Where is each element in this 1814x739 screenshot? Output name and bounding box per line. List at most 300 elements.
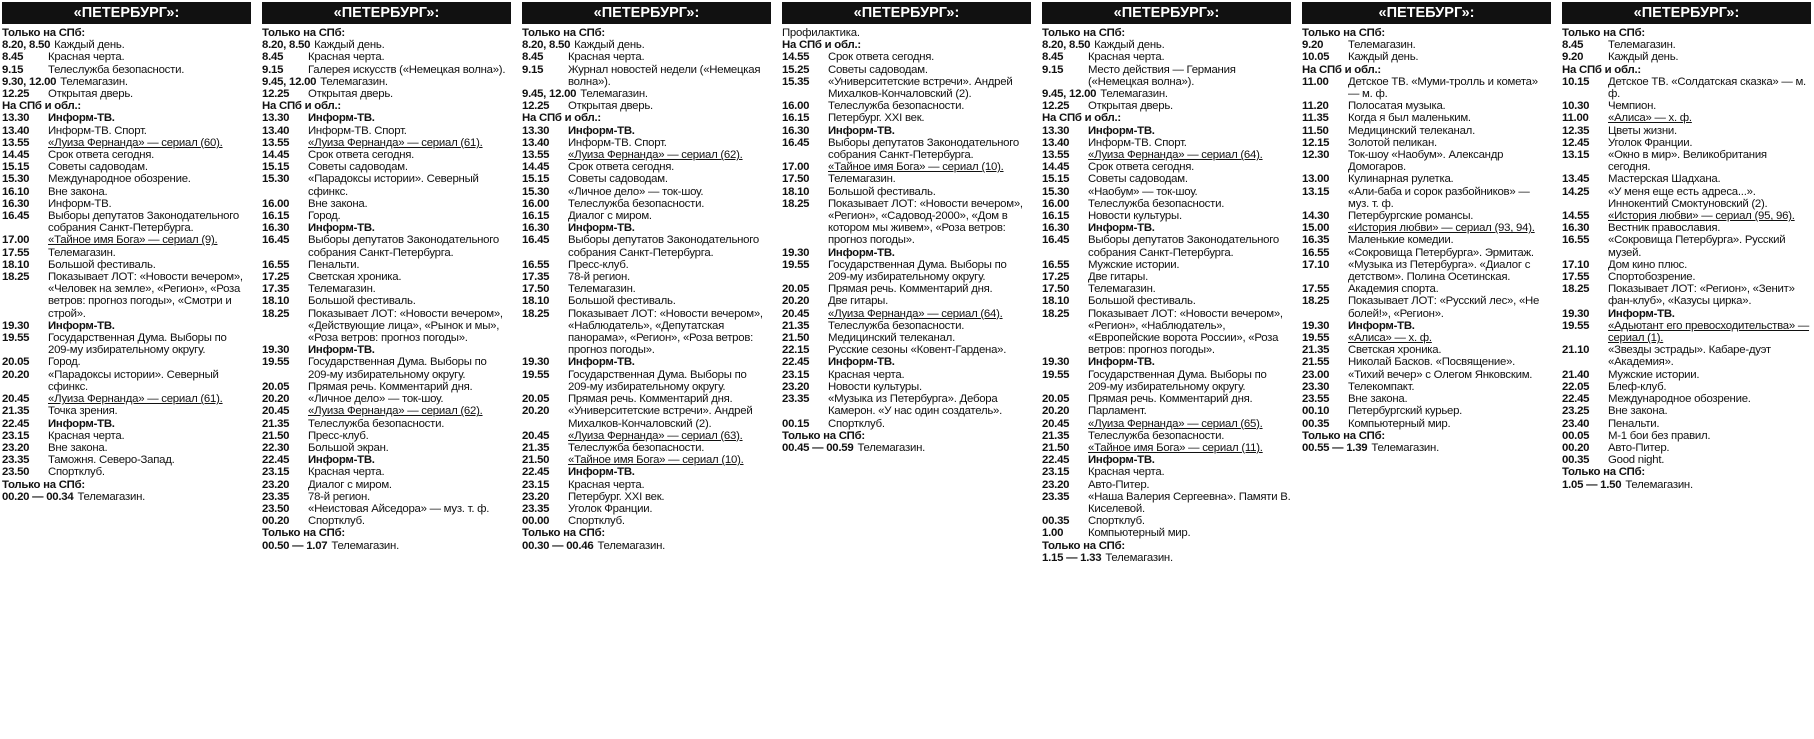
schedule-entry xyxy=(262,442,511,454)
entry-program: Спортклуб. xyxy=(568,515,625,528)
schedule-entry xyxy=(1302,393,1551,405)
entry-time: 9.15 xyxy=(262,63,284,76)
schedule-entry xyxy=(522,271,771,283)
entry-time: 13.40 xyxy=(2,124,30,137)
schedule-entry xyxy=(2,320,251,332)
schedule-entry xyxy=(1042,64,1291,88)
entry-program: «Алиса» — х. ф. xyxy=(1348,332,1432,345)
entry-time: 9.15 xyxy=(2,63,24,76)
entry-program: Срок ответа сегодня. xyxy=(1088,161,1195,174)
entry-time: 21.35 xyxy=(262,417,290,430)
entry-program: Вестник православия. xyxy=(1608,222,1721,235)
schedule-entry xyxy=(782,356,1031,368)
entry-time: 14.45 xyxy=(262,149,290,162)
entry-time: 16.00 xyxy=(1042,197,1070,210)
entry-time: 19.55 xyxy=(522,368,550,381)
entry-program: Телекомпакт. xyxy=(1348,380,1415,393)
schedule-entry xyxy=(1562,430,1811,442)
entry-program: Цветы жизни. xyxy=(1608,124,1677,137)
schedule-entry xyxy=(1042,149,1291,161)
schedule-entry xyxy=(2,491,251,503)
schedule-entry xyxy=(2,137,251,149)
schedule-entry xyxy=(782,320,1031,332)
schedule-entry xyxy=(522,137,771,149)
entry-program: Советы садоводам. xyxy=(308,161,408,174)
entry-program: Красная черта. xyxy=(308,466,385,479)
section-heading: Только на СПб: xyxy=(782,429,865,442)
entry-program: Государственная Дума. Выборы по 209-му избирательному округу. xyxy=(828,258,1007,284)
entry-program: Телемагазин. xyxy=(597,539,666,552)
schedule-entry xyxy=(782,100,1031,112)
entry-program: Светская хроника. xyxy=(1348,344,1442,357)
schedule-entry xyxy=(522,173,771,185)
entry-program: Информ-ТВ. Спорт. xyxy=(1088,136,1187,149)
entry-time: 16.15 xyxy=(522,210,550,223)
schedule-entry xyxy=(1042,454,1291,466)
entry-time: 00.35 xyxy=(1562,454,1590,467)
entry-time: 20.20 xyxy=(2,368,30,381)
entry-program: «Алиса» — х. ф. xyxy=(1608,112,1692,125)
schedule-entry xyxy=(522,161,771,173)
schedule-entry xyxy=(522,125,771,137)
entry-program: Информ-ТВ. xyxy=(828,356,895,369)
entry-time: 12.45 xyxy=(1562,136,1590,149)
entry-time: 13.40 xyxy=(1042,136,1070,149)
entry-program: Показывает ЛОТ: «Новости вечером», «Регион», «Садовод-2000», «Дом в котором мы живем», «Роза ветров: прогноз погоды». xyxy=(828,197,1023,247)
schedule-entry xyxy=(782,125,1031,137)
schedule-entry xyxy=(262,283,511,295)
entry-time: 15.30 xyxy=(1042,185,1070,198)
entry-time: 23.20 xyxy=(262,478,290,491)
entry-program: Авто-Питер. xyxy=(1608,441,1670,454)
entry-time: 16.55 xyxy=(1562,234,1590,247)
entry-program: Вне закона. xyxy=(48,441,108,454)
entry-time: 18.10 xyxy=(2,258,30,271)
entry-time: 17.25 xyxy=(262,271,290,284)
schedule-entry xyxy=(782,369,1031,381)
entry-time: 20.20 xyxy=(1042,405,1070,418)
entry-program: «История любви» — сериал (93, 94). xyxy=(1348,222,1535,235)
schedule-entry xyxy=(1302,283,1551,295)
entry-program: «Окно в мир». Великобритания сегодня. xyxy=(1608,149,1767,174)
schedule-entry xyxy=(782,295,1031,307)
entry-time: 23.30 xyxy=(1302,380,1330,393)
entry-program: Каждый день. xyxy=(574,39,645,52)
entry-time: 22.45 xyxy=(522,466,550,479)
schedule-entry xyxy=(262,454,511,466)
entry-program: «Луиза Фернанда» — сериал (65). xyxy=(1088,417,1263,430)
entry-program: Телемагазин. xyxy=(580,88,648,101)
entry-time: 12.25 xyxy=(2,88,30,101)
entry-time: 22.15 xyxy=(782,344,810,357)
entry-program: «Сокровища Петербурга». Русский музей. xyxy=(1608,234,1786,259)
entry-program: Телемагазин. xyxy=(1348,39,1416,52)
schedule-entry xyxy=(1562,222,1811,234)
section-heading: Только на СПб: xyxy=(522,27,605,39)
entry-program: Прямая речь. Комментарий дня. xyxy=(568,393,733,406)
entry-program: Информ-ТВ. xyxy=(1608,307,1675,320)
entry-time: 9.45, 12.00 xyxy=(522,88,577,101)
schedule-entry xyxy=(522,466,771,478)
schedule-entry xyxy=(2,247,251,259)
entry-time: 13.40 xyxy=(522,136,550,149)
entry-time: 14.45 xyxy=(2,149,30,162)
entry-time: 16.55 xyxy=(522,258,550,271)
schedule-entry xyxy=(262,222,511,234)
schedule-entry xyxy=(1042,369,1291,393)
entry-program: Петербург. XXI век. xyxy=(828,112,925,125)
schedule-entry xyxy=(262,210,511,222)
schedule-entry xyxy=(2,173,251,185)
entry-time: 00.20 xyxy=(262,515,290,528)
schedule-entry xyxy=(782,186,1031,198)
entry-program: «Луиза Фернанда» — сериал (60). xyxy=(48,136,223,149)
entry-time: 21.40 xyxy=(1562,368,1590,381)
entry-program: «Парадоксы истории». Северный сфинкс. xyxy=(308,173,479,198)
entry-time: 10.30 xyxy=(1562,100,1590,113)
entry-time: 18.10 xyxy=(262,295,290,308)
schedule-entry xyxy=(1042,210,1291,222)
schedule-entry xyxy=(522,64,771,88)
entry-program: М-1 бои без правил. xyxy=(1608,429,1711,442)
entry-time: 13.40 xyxy=(262,124,290,137)
entry-time: 17.55 xyxy=(2,246,30,259)
schedule-entry xyxy=(1042,39,1291,51)
entry-time: 9.20 xyxy=(1562,51,1584,64)
schedule-entry xyxy=(1302,295,1551,319)
section-heading: Только на СПб: xyxy=(262,27,345,39)
section-heading: Только на СПб: xyxy=(1302,429,1385,442)
schedule-entry xyxy=(262,466,511,478)
entry-time: 1.15 — 1.33 xyxy=(1042,551,1102,564)
entry-program: Телеслужба безопасности. xyxy=(48,63,185,76)
entry-program: Медицинский телеканал. xyxy=(828,332,955,345)
entry-program: Информ-ТВ. Спорт. xyxy=(308,124,407,137)
entry-time: 17.55 xyxy=(1302,283,1330,296)
entry-program: Информ-ТВ. Спорт. xyxy=(568,136,667,149)
entry-time: 19.55 xyxy=(2,332,30,345)
entry-time: 16.15 xyxy=(1042,210,1070,223)
entry-program: Открытая дверь. xyxy=(568,100,653,113)
entry-program: Показывает ЛОТ: «Регион», «Зенит» фан-клуб», «Казусы цирка». xyxy=(1608,283,1795,308)
entry-program: Красная черта. xyxy=(828,368,905,381)
entry-program: Академия спорта. xyxy=(1348,283,1439,296)
entry-program: Показывает ЛОТ: «Новости вечером», «Наблюдатель», «Депутатская панорама», «Регион», «Роза ветров: прогноз погоды». xyxy=(568,307,763,357)
entry-program: «Луиза Фернанда» — сериал (64). xyxy=(1088,149,1263,162)
entry-program: Красная черта. xyxy=(1088,51,1165,64)
schedule-entry xyxy=(2,112,251,124)
section-heading: На СПб и обл.: xyxy=(262,100,341,113)
entry-time: 17.25 xyxy=(1042,271,1070,284)
entry-program: Петербургские романсы. xyxy=(1348,210,1474,223)
entry-time: 16.00 xyxy=(782,100,810,113)
entry-program: Большой фестиваль. xyxy=(568,295,676,308)
entry-time: 00.05 xyxy=(1562,429,1590,442)
entry-program: Вне закона. xyxy=(48,185,108,198)
entry-program: Компьютерный мир. xyxy=(1348,417,1451,430)
entry-time: 21.35 xyxy=(1302,344,1330,357)
schedule-entry xyxy=(262,39,511,51)
schedule-entry xyxy=(1562,173,1811,185)
entry-time: 15.30 xyxy=(2,173,30,186)
entry-time: 20.45 xyxy=(782,307,810,320)
entry-time: 18.25 xyxy=(782,197,810,210)
entry-program: Показывает ЛОТ: «Русский лес», «Не болей!», «Регион». xyxy=(1348,295,1540,320)
schedule-entry xyxy=(1302,186,1551,210)
entry-program: Мастерская Шадхана. xyxy=(1608,173,1721,186)
schedule-entry xyxy=(522,295,771,307)
entry-program: «Тайное имя Бога» — сериал (11). xyxy=(1088,441,1263,454)
entry-time: 9.15 xyxy=(1042,63,1064,76)
entry-program: Большой фестиваль. xyxy=(308,295,416,308)
entry-program: Уголок Франции. xyxy=(1608,136,1693,149)
entry-program: Чемпион. xyxy=(1608,100,1657,113)
schedule-entry xyxy=(782,198,1031,247)
schedule-entry xyxy=(1562,149,1811,173)
entry-time: 00.30 — 00.46 xyxy=(522,539,594,552)
schedule-entry xyxy=(1562,271,1811,283)
entry-time: 19.55 xyxy=(1042,368,1070,381)
entry-time: 16.35 xyxy=(1302,234,1330,247)
schedule-entry xyxy=(522,198,771,210)
entry-time: 23.20 xyxy=(1042,478,1070,491)
entry-time: 20.20 xyxy=(262,393,290,406)
schedule-entry xyxy=(2,161,251,173)
schedule-entry xyxy=(262,295,511,307)
entry-time: 23.15 xyxy=(2,429,30,442)
entry-time: 15.30 xyxy=(262,173,290,186)
entry-program: Международное обозрение. xyxy=(1608,393,1751,406)
entry-time: 23.20 xyxy=(522,490,550,503)
entry-time: 11.50 xyxy=(1302,124,1329,137)
entry-time: 11.20 xyxy=(1302,100,1329,113)
schedule-entry xyxy=(1562,259,1811,271)
entry-program: Выборы депутатов Законодательного собрания Санкт-Петербурга. xyxy=(308,234,499,259)
entry-program: Петербургский курьер. xyxy=(1348,405,1463,418)
schedule-column-2 xyxy=(262,2,511,552)
entry-program: Пресс-клуб. xyxy=(308,429,369,442)
channel-header: «ПЕТЕРБУРГ»: xyxy=(262,2,511,24)
entry-program: «Музыка из Петербурга». Дебора Камерон. «У нас один создатель». xyxy=(828,393,1003,418)
schedule-column-5 xyxy=(1042,2,1291,564)
schedule-entry xyxy=(1562,479,1811,491)
schedule-entry xyxy=(262,393,511,405)
schedule-entry xyxy=(1042,405,1291,417)
entry-time: 18.25 xyxy=(1042,307,1070,320)
schedule-entry xyxy=(2,356,251,368)
schedule-entry xyxy=(2,198,251,210)
schedule-entry xyxy=(1042,137,1291,149)
entry-time: 21.50 xyxy=(522,454,550,467)
entry-time: 20.05 xyxy=(2,356,30,369)
entry-program: Красная черта. xyxy=(568,51,645,64)
entry-program: Информ-ТВ. xyxy=(568,124,635,137)
schedule-entry xyxy=(1562,210,1811,222)
schedule-entry xyxy=(1302,210,1551,222)
schedule-entry xyxy=(1562,393,1811,405)
schedule-entry xyxy=(1042,295,1291,307)
entry-program: Информ-ТВ. xyxy=(308,454,375,467)
entry-time: 9.30, 12.00 xyxy=(2,75,57,88)
entry-time: 18.10 xyxy=(782,185,810,198)
section-heading: Только на СПб: xyxy=(1302,27,1385,39)
schedule-entry xyxy=(782,76,1031,100)
schedule-entry xyxy=(2,39,251,51)
entry-program: Информ-ТВ. xyxy=(48,319,115,332)
schedule-entry xyxy=(782,283,1031,295)
entry-time: 17.35 xyxy=(522,271,550,284)
schedule-entry xyxy=(1302,320,1551,332)
schedule-entry xyxy=(1562,283,1811,307)
section-heading: Только на СПб: xyxy=(2,478,85,491)
entry-time: 23.15 xyxy=(522,478,550,491)
entry-program: Телемагазин. xyxy=(77,490,146,503)
entry-program: Показывает ЛОТ: «Новости вечером», «Человек на земле», «Регион», «Роза ветров: прогноз погоды», «Смотри и строй». xyxy=(48,271,243,320)
entry-program: Телеслужба безопасности. xyxy=(568,197,705,210)
schedule-entry xyxy=(2,210,251,234)
entry-time: 00.00 xyxy=(522,515,550,528)
schedule-entry xyxy=(1562,39,1811,51)
channel-header: «ПЕТЕРБУРГ»: xyxy=(782,2,1031,24)
schedule-entry xyxy=(262,430,511,442)
schedule-entry xyxy=(262,308,511,345)
schedule-entry xyxy=(522,393,771,405)
entry-program: Авто-Питер. xyxy=(1088,478,1150,491)
schedule-entry xyxy=(522,210,771,222)
entry-program: Прямая речь. Комментарий дня. xyxy=(308,380,473,393)
schedule-entry xyxy=(522,454,771,466)
entry-program: Петербург. XXI век. xyxy=(568,490,665,503)
entry-program: Маленькие комедии. xyxy=(1348,234,1454,247)
schedule-entry xyxy=(782,161,1031,173)
entry-program: Большой фестиваль. xyxy=(828,185,936,198)
entry-time: 8.20, 8.50 xyxy=(1042,39,1091,52)
entry-program: Вне закона. xyxy=(308,197,368,210)
schedule-entry xyxy=(2,88,251,100)
schedule-entry xyxy=(782,247,1031,259)
schedule-entry xyxy=(262,344,511,356)
schedule-entry xyxy=(522,479,771,491)
entry-program: Государственная Дума. Выборы по 209-му избирательному округу. xyxy=(568,368,747,393)
entry-program: Информ-ТВ. xyxy=(48,417,115,430)
entry-program: Пенальти. xyxy=(1608,417,1660,430)
entry-program: «Наобум» — ток-шоу. xyxy=(1088,185,1198,198)
schedule-entry xyxy=(1562,418,1811,430)
entry-time: 20.05 xyxy=(782,283,810,296)
schedule-entry xyxy=(1042,393,1291,405)
schedule-entry xyxy=(262,76,511,88)
entry-time: 17.50 xyxy=(1042,283,1070,296)
entry-time: 16.00 xyxy=(262,197,290,210)
entry-time: 23.50 xyxy=(2,466,30,479)
entry-time: 12.25 xyxy=(262,88,290,101)
entry-time: 17.10 xyxy=(1302,258,1330,271)
entry-program: Диалог с миром. xyxy=(568,210,652,223)
entry-time: 16.30 xyxy=(1042,222,1070,235)
channel-header: «ПЕТЕРБУРГ»: xyxy=(2,2,251,24)
entry-program: «Сокровища Петербурга». Эрмитаж. xyxy=(1348,246,1534,259)
entry-program: Показывает ЛОТ: «Новости вечером», «Действующие лица», «Рынок и мы», «Роза ветров: прогноз погоды». xyxy=(308,307,503,345)
schedule-entry xyxy=(522,442,771,454)
entry-time: 20.05 xyxy=(1042,393,1070,406)
entry-program: Информ-ТВ. xyxy=(568,356,635,369)
entry-time: 14.55 xyxy=(1562,210,1590,223)
entry-program: Город. xyxy=(308,210,341,223)
entry-time: 18.25 xyxy=(262,307,290,320)
entry-time: 19.30 xyxy=(2,319,30,332)
schedule-entry xyxy=(522,234,771,258)
schedule-entry xyxy=(2,466,251,478)
entry-time: 21.35 xyxy=(1042,429,1070,442)
entry-program: Когда я был маленьким. xyxy=(1348,112,1471,125)
schedule-entry xyxy=(262,112,511,124)
entry-time: 20.20 xyxy=(522,405,550,418)
entry-program: «История любви» — сериал (95, 96). xyxy=(1608,210,1795,223)
entry-time: 9.20 xyxy=(1302,39,1324,52)
entry-program: Срок ответа сегодня. xyxy=(828,51,935,64)
entry-time: 13.30 xyxy=(1042,124,1070,137)
entry-time: 15.15 xyxy=(262,161,290,174)
schedule-entry xyxy=(1042,88,1291,100)
entry-time: 9.45, 12.00 xyxy=(1042,88,1097,101)
entry-time: 23.00 xyxy=(1302,368,1330,381)
section-heading: На СПб и обл.: xyxy=(522,112,601,125)
schedule-entry xyxy=(1042,100,1291,112)
entry-program: «Тихий вечер» с Олегом Янковским. xyxy=(1348,368,1533,381)
entry-program: Спортклуб. xyxy=(48,466,105,479)
entry-time: 13.30 xyxy=(262,112,290,125)
schedule-entry xyxy=(1562,381,1811,393)
entry-time: 8.20, 8.50 xyxy=(262,39,311,52)
entry-program: Новости культуры. xyxy=(828,380,922,393)
entry-program: Информ-ТВ. xyxy=(308,344,375,357)
schedule-entry xyxy=(262,381,511,393)
entry-time: 13.55 xyxy=(522,149,550,162)
entry-time: 8.45 xyxy=(2,51,24,64)
entry-program: Полосатая музыка. xyxy=(1348,100,1446,113)
schedule-entry xyxy=(1562,454,1811,466)
schedule-entry xyxy=(1562,442,1811,454)
schedule-entry xyxy=(2,405,251,417)
schedule-entry xyxy=(782,259,1031,283)
entry-time: 23.20 xyxy=(782,380,810,393)
entry-time: 16.00 xyxy=(522,197,550,210)
entry-program: Ток-шоу «Наобум». Александр Домогаров. xyxy=(1348,149,1504,174)
entry-time: 19.55 xyxy=(262,356,290,369)
entry-program: Каждый день. xyxy=(1608,51,1679,64)
schedule-entry xyxy=(782,418,1031,430)
entry-time: 00.55 — 1.39 xyxy=(1302,441,1368,454)
entry-program: Информ-ТВ. xyxy=(1088,356,1155,369)
entry-program: «Луиза Фернанда» — сериал (64). xyxy=(828,307,1003,320)
entry-program: Большой фестиваль. xyxy=(48,258,156,271)
entry-program: Красная черта. xyxy=(308,51,385,64)
schedule-entry xyxy=(2,418,251,430)
schedule-entry xyxy=(262,149,511,161)
entry-program: Прямая речь. Комментарий дня. xyxy=(1088,393,1253,406)
schedule-entry xyxy=(2,332,251,356)
schedule-entry xyxy=(522,186,771,198)
entry-program: Информ-ТВ. xyxy=(828,246,895,259)
entry-time: 13.30 xyxy=(522,124,550,137)
entry-program: Вне закона. xyxy=(1348,393,1408,406)
entry-program: «Личное дело» — ток-шоу. xyxy=(308,393,444,406)
entry-time: 21.55 xyxy=(1302,356,1330,369)
schedule-entry xyxy=(522,39,771,51)
entry-time: 16.15 xyxy=(262,210,290,223)
entry-time: 14.25 xyxy=(1562,185,1590,198)
entry-time: 23.40 xyxy=(1562,417,1590,430)
